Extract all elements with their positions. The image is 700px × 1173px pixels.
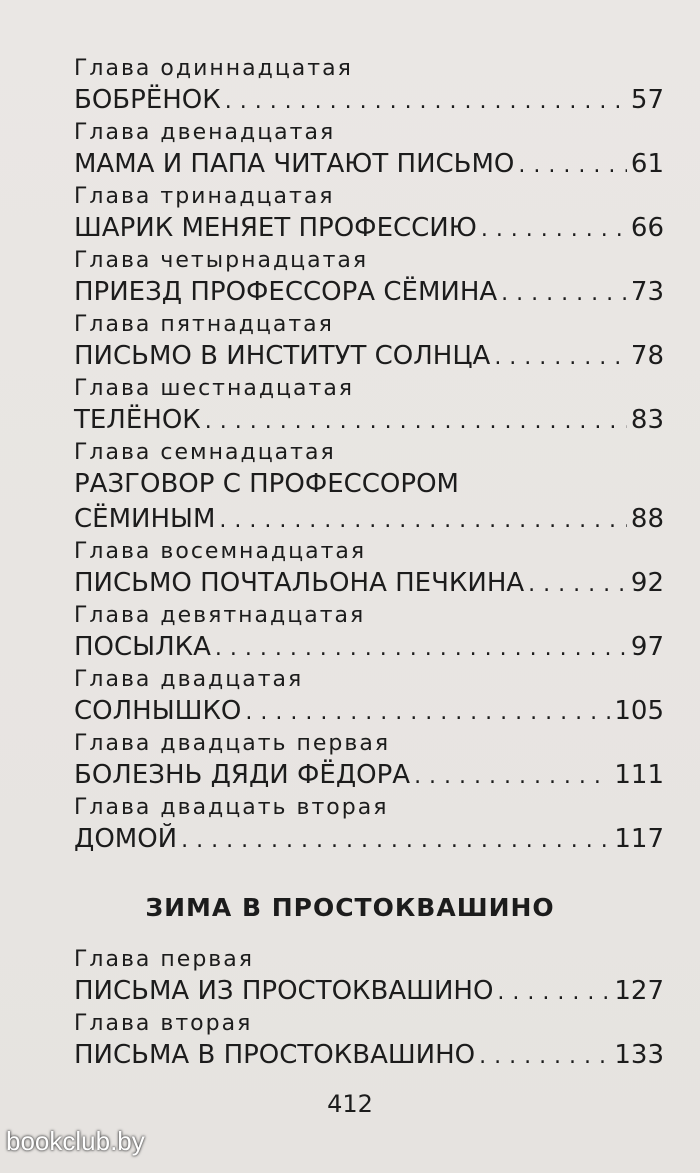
page-number: 111 <box>614 760 664 790</box>
chapter-title: СОЛНЫШКО <box>74 696 242 726</box>
chapter-label: Глава шестнадцатая <box>74 376 355 401</box>
chapter-label: Глава двенадцатая <box>74 120 336 145</box>
chapter-label: Глава первая <box>74 947 254 972</box>
chapter-row <box>74 758 664 793</box>
chapter-row <box>74 403 664 438</box>
page-number: 78 <box>630 341 664 371</box>
chapter-title: ПРИЕЗД ПРОФЕССОРА СЁМИНА <box>74 277 498 307</box>
chapter-label: Глава двадцать вторая <box>74 795 389 820</box>
dot-leader <box>479 1039 610 1074</box>
toc-entry <box>74 601 664 665</box>
chapter-row <box>74 339 664 374</box>
chapter-title: СЁМИНЫМ <box>74 504 216 534</box>
chapter-title: ПОСЫЛКА <box>74 632 211 662</box>
chapter-title-line: РАЗГОВОР С ПРОФЕССОРОМ <box>74 469 459 499</box>
chapter-title: ТЕЛЁНОК <box>74 405 201 435</box>
page-number: 127 <box>614 976 664 1006</box>
chapter-row <box>74 822 664 857</box>
chapter-row <box>74 974 664 1009</box>
chapter-label: Глава четырнадцатая <box>74 248 369 273</box>
dot-leader <box>494 340 627 375</box>
dot-leader <box>481 212 627 247</box>
chapter-title: ПИСЬМО ПОЧТАЛЬОНА ПЕЧКИНА <box>74 568 525 598</box>
page-number: 133 <box>614 1040 664 1070</box>
table-of-contents-section <box>74 945 664 1073</box>
dot-leader <box>497 975 610 1010</box>
chapter-label: Глава одиннадцатая <box>74 56 353 81</box>
chapter-row <box>74 502 664 537</box>
chapter-label: Глава двадцать первая <box>74 731 391 756</box>
toc-entry <box>74 1009 664 1073</box>
chapter-row <box>74 211 664 246</box>
chapter-title: МАМА И ПАПА ЧИТАЮТ ПИСЬМО <box>74 149 515 179</box>
dot-leader <box>205 404 627 439</box>
section-heading: ЗИМА В ПРОСТОКВАШИНО <box>145 893 555 922</box>
chapter-title: ПИСЬМА В ПРОСТОКВАШИНО <box>74 1040 476 1070</box>
dot-leader <box>501 276 627 311</box>
chapter-label: Глава тринадцатая <box>74 184 335 209</box>
chapter-title: БОБРЁНОК <box>74 85 221 115</box>
chapter-row <box>74 694 664 729</box>
dot-leader <box>215 631 627 666</box>
dot-leader <box>219 503 627 538</box>
dot-leader <box>245 695 610 730</box>
toc-entry <box>74 438 664 537</box>
chapter-label: Глава вторая <box>74 1011 253 1036</box>
chapter-label: Глава пятнадцатая <box>74 312 334 337</box>
toc-entry <box>74 665 664 729</box>
chapter-title: БОЛЕЗНЬ ДЯДИ ФЁДОРА <box>74 760 411 790</box>
chapter-title: ПИСЬМА ИЗ ПРОСТОКВАШИНО <box>74 976 494 1006</box>
page-number: 57 <box>630 85 664 115</box>
chapter-label: Глава двадцатая <box>74 667 304 692</box>
page-number: 88 <box>630 504 664 534</box>
chapter-title: ШАРИК МЕНЯЕТ ПРОФЕССИЮ <box>74 213 477 243</box>
page-number: 61 <box>630 149 664 179</box>
chapter-row <box>74 1038 664 1073</box>
toc-entry <box>74 793 664 857</box>
chapter-row <box>74 566 664 601</box>
toc-entry <box>74 537 664 601</box>
page-folio: 412 <box>327 1090 373 1118</box>
toc-entry <box>74 310 664 374</box>
chapter-title: ПИСЬМО В ИНСТИТУТ СОЛНЦА <box>74 341 491 371</box>
chapter-title: ДОМОЙ <box>74 824 178 854</box>
dot-leader <box>225 84 627 119</box>
toc-entry <box>74 729 664 793</box>
page-number: 83 <box>630 405 664 435</box>
page-number: 92 <box>630 568 664 598</box>
toc-entry <box>74 945 664 1009</box>
toc-entry <box>74 54 664 118</box>
toc-entry <box>74 182 664 246</box>
table-of-contents <box>74 54 664 857</box>
watermark: bookclub.by <box>6 1126 145 1156</box>
dot-leader <box>181 823 610 858</box>
chapter-label: Глава семнадцатая <box>74 440 336 465</box>
dot-leader <box>518 148 627 183</box>
page-number: 73 <box>630 277 664 307</box>
chapter-row <box>74 147 664 182</box>
page-number: 105 <box>614 696 664 726</box>
toc-entry <box>74 246 664 310</box>
dot-leader <box>528 567 627 602</box>
page-number: 66 <box>630 213 664 243</box>
chapter-row <box>74 630 664 665</box>
chapter-label: Глава восемнадцатая <box>74 539 367 564</box>
page-number: 97 <box>630 632 664 662</box>
chapter-label: Глава девятнадцатая <box>74 603 366 628</box>
page-number: 117 <box>614 824 664 854</box>
dot-leader <box>414 759 610 794</box>
toc-entry <box>74 374 664 438</box>
chapter-row <box>74 83 664 118</box>
chapter-row <box>74 275 664 310</box>
toc-entry <box>74 118 664 182</box>
